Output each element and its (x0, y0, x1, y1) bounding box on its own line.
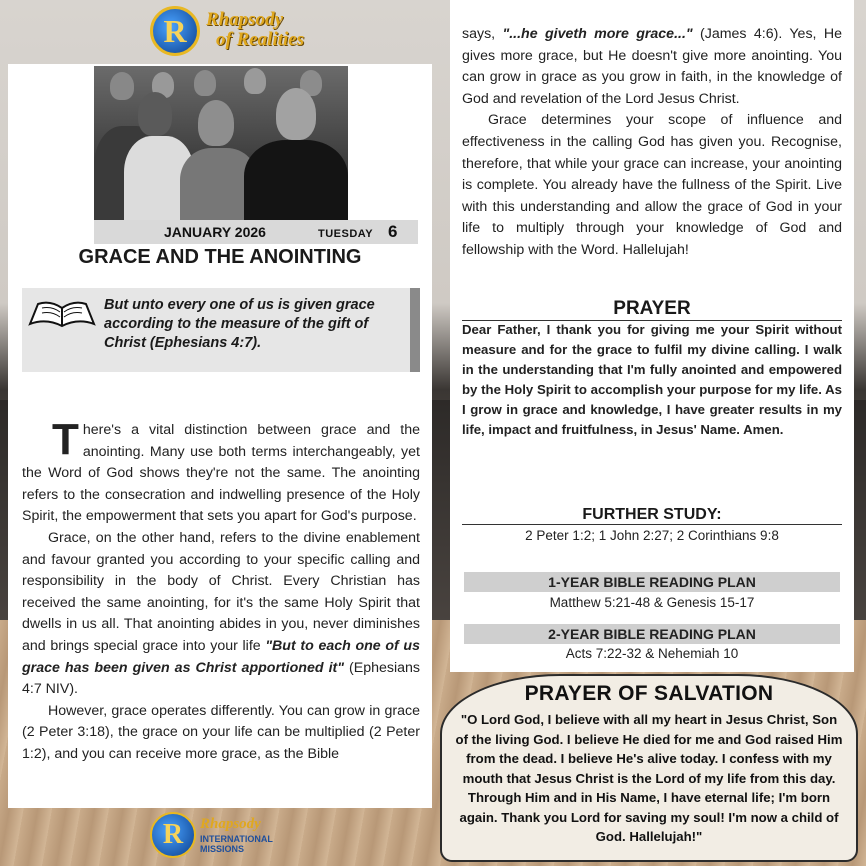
missions-logo-sub (200, 834, 273, 854)
logo-line-1: Rhapsody (206, 9, 284, 30)
devotional-body (22, 415, 420, 766)
missions-logo-emblem: R (150, 812, 196, 858)
salvation-heading: PRAYER OF SALVATION (524, 682, 774, 705)
devotional-title: GRACE AND THE ANOINTING (78, 246, 362, 268)
logo-wordmark (206, 10, 304, 50)
paragraph-1-text: here's a vital distinction between grace and the anointing. Many use both terms interchangeably, yet the Word of God shows they're not the same. The anointing refers to the consecration and indwelling presence of the Holy Spirit, the empowerment that sets you apart for God's purpose. (22, 422, 420, 525)
date-bar (94, 220, 418, 244)
paragraph-2-start: Grace, on the other hand, refers to the divine enablement and favour granted you according to your specific calling and responsibility in the body of Christ. Every Christian has received the same anointing, for it's the same Holy Spirit that dwells in us all. That anointing abides in you, never diminishes and brings special grace into your life (22, 529, 420, 654)
right-page (450, 0, 854, 672)
day-number: 6 (388, 222, 398, 241)
further-study-heading: FURTHER STUDY: (462, 506, 842, 525)
congregation-photo (94, 66, 348, 221)
further-study-refs: 2 Peter 1:2; 1 John 2:27; 2 Corinthians 9:8 (525, 528, 779, 543)
missions-logo-line-1: Rhapsody (200, 816, 261, 832)
scripture-text: But unto every one of us is given grace according to the measure of the gift of Christ (Ephesians 4:7). (104, 297, 375, 351)
two-year-plan-heading: 2-YEAR BIBLE READING PLAN (464, 624, 840, 644)
paragraph-1 (22, 415, 420, 528)
paragraph-3-cont-quote: "...he giveth more grace..." (502, 26, 693, 42)
paragraph-3-continued (462, 24, 842, 110)
logo-emblem: R (150, 6, 200, 56)
rhapsody-logo (150, 4, 310, 60)
two-year-plan-refs: Acts 7:22-32 & Nehemiah 10 (565, 646, 739, 661)
missions-logo-line-2: INTERNATIONAL (200, 834, 273, 844)
prayer-text: Dear Father, I thank you for giving me your Spirit without measure and for the grace to fulfil my divine calling. I walk in the understanding that I'm fully anointed and empowered by the Holy Spirit to accomplish your purpose for my life. As I grow in grace and knowledge, I have greater results in my life, impact and fruitfulness, in Jesus' Name. Amen. (462, 322, 842, 437)
paragraph-3-cont-end: (James 4:6). Yes, He gives more grace, but He doesn't give more anointing. You can grow in grace as you grow in faith, in the knowledge of God and revelation of the Lord Jesus Christ. (462, 26, 842, 107)
one-year-plan-heading: 1-YEAR BIBLE READING PLAN (464, 572, 840, 592)
paragraph-4: Grace determines your scope of influence and effectiveness in the calling God has given you. Recognise, therefore, that while your grace can increase, your anointing is complete. You already have the fullness of the Spirit. Live with this understanding and allow the grace of God in your life to multiply through your knowledge of God and fellowship with the Word. Hallelujah! (462, 112, 842, 258)
month-year: JANUARY 2026 (164, 224, 266, 240)
devotional-body-continued (462, 24, 842, 262)
prayer-heading: PRAYER (462, 298, 842, 321)
paragraph-2-end: (Ephesians 4:7 NIV). (22, 659, 420, 698)
weekday: TUESDAY (318, 228, 374, 240)
paragraph-2-quote: "But to each one of us grace has been given as Christ apportioned it" (22, 637, 420, 676)
open-book-icon (28, 298, 96, 328)
drop-cap: T (52, 415, 79, 464)
prayer-of-salvation-box (440, 674, 858, 862)
logo-line-2: of Realities (216, 29, 305, 50)
paragraph-3: However, grace operates differently. You can grow in grace (2 Peter 3:18), the grace on your life can be multiplied (2 Peter 1:2), and you can receive more grace, as the Bible (22, 702, 420, 762)
left-page (8, 64, 432, 808)
rhapsody-international-missions-logo (150, 812, 300, 862)
scripture-box (22, 288, 420, 372)
missions-logo-line-3: MISSIONS (200, 844, 245, 854)
paragraph-2 (22, 528, 420, 701)
paragraph-3-cont-start: says, (462, 26, 503, 42)
one-year-plan-refs: Matthew 5:21-48 & Genesis 15-17 (549, 595, 755, 610)
salvation-text: "O Lord God, I believe with all my heart in Jesus Christ, Son of the living God. I believe He died for me and God raised Him from the dead. I believe He's alive today. I confess with my mouth that Jesus Christ is the Lord of my life from this day. Through Him and in His Name, I have eternal life; I'm born again. Thank you Lord for saving my soul! I'm now a child of God. Hallelujah!" (455, 712, 843, 844)
